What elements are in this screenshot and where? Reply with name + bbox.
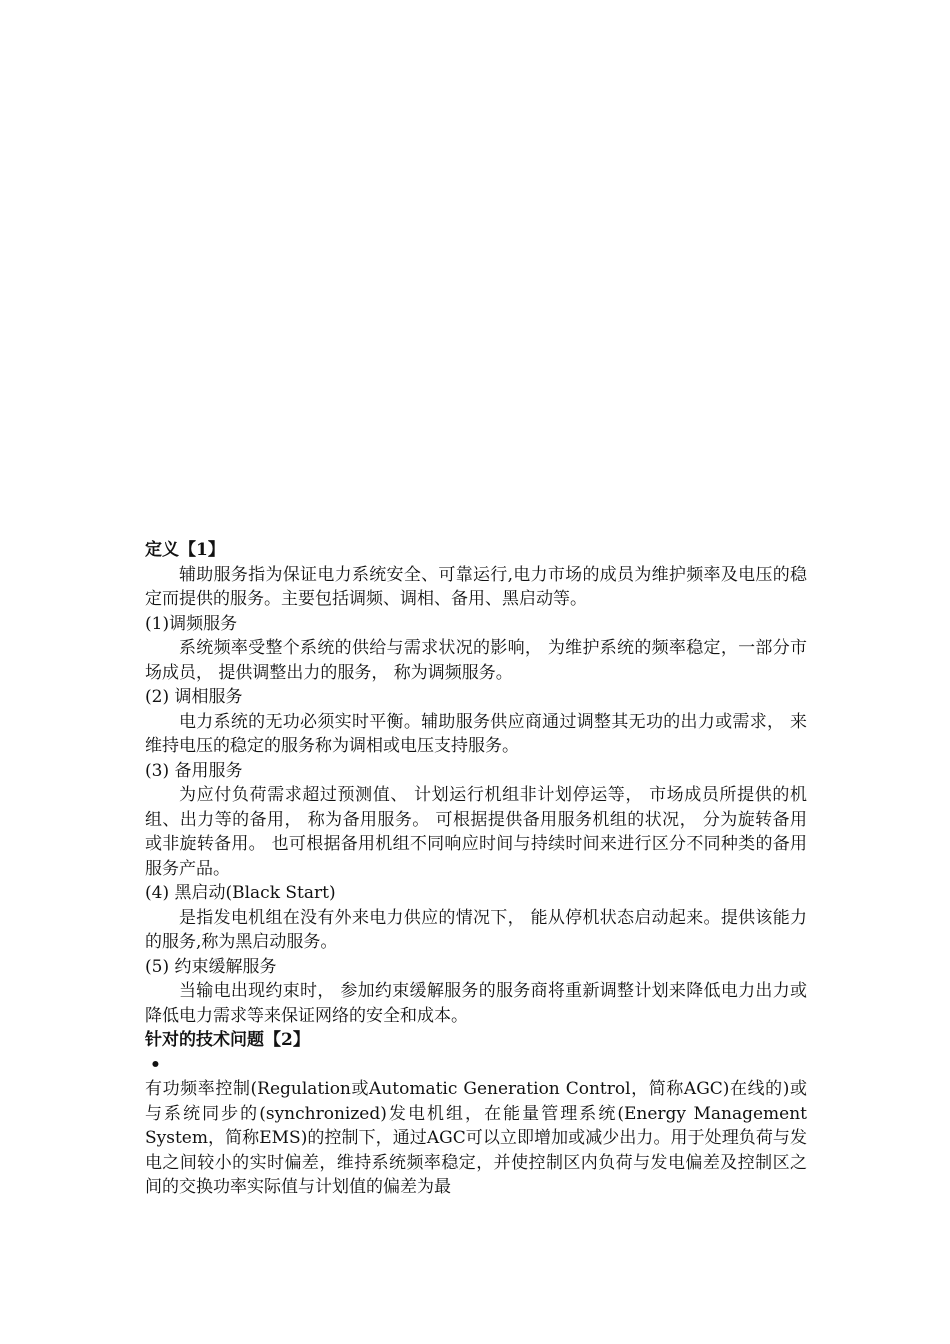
section-heading-technical-issues: 针对的技术问题【2】	[145, 1030, 310, 1050]
item-body-black-start: 是指发电机组在没有外来电力供应的情况下， 能从停机状态启动起来。提供该能力的服务,称为黑启动服务。	[145, 907, 807, 952]
item-body-phase-regulation: 电力系统的无功必须实时平衡。辅助服务供应商通过调整其无功的出力或需求， 来维持电压的稳定的服务称为调相或电压支持服务。	[145, 711, 807, 756]
item-body-reserve-service: 为应付负荷需求超过预测值、 计划运行机组非计划停运等， 市场成员所提供的机组、出力等的备用， 称为备用服务。 可根据提供备用服务机组的状况， 分为旋转备用或非旋转备用。 也可根据备用机组不同响应时间与持续时间来进行区分不同种类的备用服务产品。	[145, 785, 807, 879]
item-title-constraint-relief: (5) 约束缓解服务	[145, 956, 277, 977]
item-body-frequency-regulation: 系统频率受整个系统的供给与需求状况的影响， 为维护系统的频率稳定，一部分市场成员， 提供调整出力的服务， 称为调频服务。	[145, 638, 807, 683]
item-title-reserve-service: (3) 备用服务	[145, 760, 243, 781]
section-heading-definition: 定义【1】	[145, 540, 225, 560]
definition-intro-paragraph: 辅助服务指为保证电力系统安全、可靠运行,电力市场的成员为维护频率及电压的稳定而提供的服务。主要包括调频、调相、备用、黑启动等。	[145, 564, 807, 609]
bullet-marker: •	[150, 1054, 161, 1075]
technical-issues-paragraph: 有功频率控制(Regulation或Automatic Generation Control，简称AGC)在线的)或与系统同步的(synchronized)发电机组，在能量管理系统(Energy Management System，简称EMS)的控制下，通过AGC可以立即增加或减少出力。用于处理负荷与发电之间较小的实时偏差，维持系统频率稳定，并使控制区内负荷与发电偏差及控制区之间的交换功率实际值与计划值的偏差为最	[145, 1079, 807, 1197]
document-body	[145, 538, 807, 1200]
item-body-constraint-relief: 当输电出现约束时， 参加约束缓解服务的服务商将重新调整计划来降低电力出力或降低电力需求等来保证网络的安全和成本。	[145, 981, 807, 1026]
item-title-frequency-regulation: (1)调频服务	[145, 613, 238, 634]
item-title-black-start: (4) 黑启动(Black Start)	[145, 883, 336, 903]
item-title-phase-regulation: (2) 调相服务	[145, 687, 243, 707]
